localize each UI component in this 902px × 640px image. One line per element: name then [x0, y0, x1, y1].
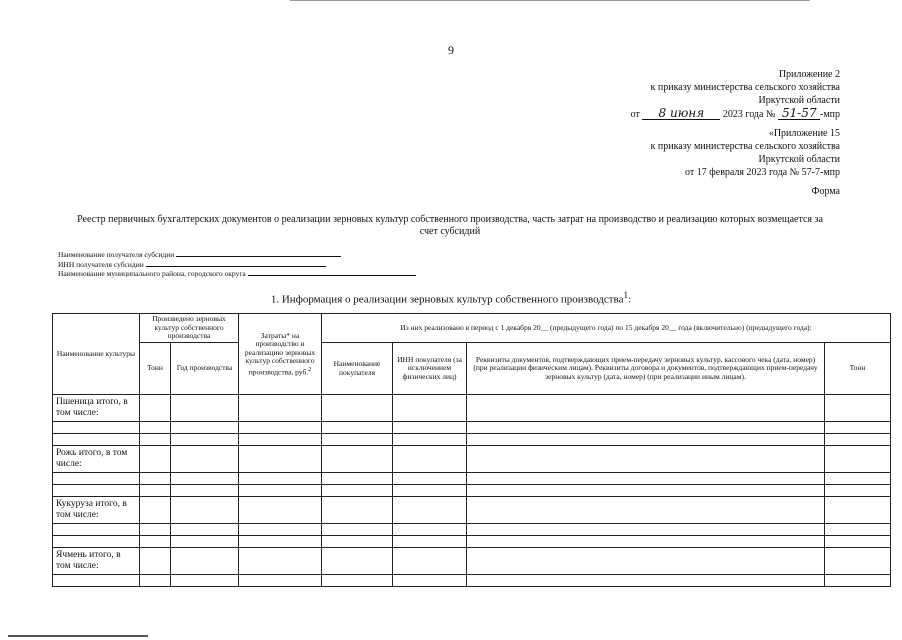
cell[interactable] [171, 446, 239, 473]
form-label: Форма [811, 186, 840, 197]
page-number: 9 [448, 43, 454, 57]
cell[interactable] [393, 548, 467, 575]
cell[interactable] [140, 446, 171, 473]
section-title [0, 290, 902, 306]
cell[interactable] [825, 575, 891, 587]
register-table [52, 313, 891, 587]
from-label: от [630, 109, 640, 120]
cell[interactable] [393, 446, 467, 473]
cell[interactable] [239, 446, 322, 473]
cell[interactable] [171, 536, 239, 548]
cell[interactable] [53, 434, 140, 446]
table-row [53, 497, 891, 524]
appendix-2-region: Иркутской области [758, 95, 840, 106]
bottom-rule [8, 635, 148, 637]
cell[interactable] [171, 497, 239, 524]
cell[interactable] [467, 395, 825, 422]
cell[interactable] [825, 548, 891, 575]
cell[interactable] [322, 422, 393, 434]
cell[interactable] [322, 497, 393, 524]
table-row [53, 395, 891, 422]
header-documents: Реквизиты документов, подтверждающих прием-передачу зерновых культур, кассового чека (дата, номер) (при реализации физическим лицам). Реквизиты договора и документов, подтверждающих прием-передачу зерновых культур (дата, номер) (при реализации иным лицам). [467, 343, 825, 395]
cell[interactable] [171, 395, 239, 422]
cell[interactable] [825, 473, 891, 485]
cell[interactable] [825, 395, 891, 422]
header-tons: Тонн [140, 343, 171, 395]
crop-label-corn: Кукуруза итого, в том числе: [53, 497, 140, 524]
cell[interactable] [140, 485, 171, 497]
header-buyer: Наименование покупателя [322, 343, 393, 395]
costs-footnote-mark: 2 [308, 365, 312, 373]
table-row [53, 473, 891, 485]
cell[interactable] [825, 422, 891, 434]
cell[interactable] [467, 548, 825, 575]
section-footnote-mark: 1 [623, 290, 629, 300]
cell[interactable] [53, 485, 140, 497]
cell[interactable] [140, 536, 171, 548]
cell[interactable] [239, 524, 322, 536]
cell[interactable] [393, 473, 467, 485]
cell[interactable] [171, 473, 239, 485]
cell[interactable] [140, 422, 171, 434]
cell[interactable] [53, 575, 140, 587]
appendix-2-date-line [631, 107, 840, 121]
table-row [53, 434, 891, 446]
appendix-15-order: к приказу министерства сельского хозяйства [650, 141, 840, 152]
cell[interactable] [239, 485, 322, 497]
appendix-15-date: от 17 февраля 2023 года № 57-7-мпр [685, 167, 840, 178]
cell[interactable] [239, 497, 322, 524]
cell[interactable] [239, 395, 322, 422]
cell[interactable] [322, 485, 393, 497]
cell[interactable] [171, 422, 239, 434]
cell[interactable] [171, 548, 239, 575]
crop-label-rye: Рожь итого, в том числе: [53, 446, 140, 473]
cell[interactable] [467, 422, 825, 434]
recipient-label: Наименование получателя субсидии [58, 250, 175, 259]
table-row [53, 524, 891, 536]
header-year: Год производства [171, 343, 239, 395]
cell[interactable] [322, 434, 393, 446]
cell[interactable] [140, 575, 171, 587]
year-label: 2023 года № [722, 109, 776, 120]
cell[interactable] [393, 395, 467, 422]
appendix-2-order: к приказу министерства сельского хозяйства [650, 82, 840, 93]
cell[interactable] [393, 485, 467, 497]
header-crop: Наименование культуры [53, 314, 140, 395]
district-label: Наименование муниципального района, городского округа [58, 269, 246, 278]
cell[interactable] [140, 395, 171, 422]
appendix-2-block [631, 68, 840, 121]
cell[interactable] [467, 575, 825, 587]
cell[interactable] [322, 524, 393, 536]
table-row [53, 548, 891, 575]
cell[interactable] [825, 497, 891, 524]
cell[interactable] [393, 575, 467, 587]
cell[interactable] [239, 422, 322, 434]
cell[interactable] [239, 548, 322, 575]
cell[interactable] [467, 446, 825, 473]
cell[interactable] [467, 536, 825, 548]
cell[interactable] [393, 497, 467, 524]
appendix-15-region: Иркутской области [758, 154, 840, 165]
number-suffix: -мпр [819, 109, 840, 120]
header-produced: Произведено зерновых культур собственного производства [140, 314, 239, 343]
crop-label-wheat: Пшеница итого, в том числе: [53, 395, 140, 422]
cell[interactable] [239, 575, 322, 587]
cell[interactable] [322, 548, 393, 575]
cell[interactable] [53, 524, 140, 536]
cell[interactable] [171, 434, 239, 446]
cell[interactable] [467, 473, 825, 485]
cell[interactable] [467, 434, 825, 446]
top-rule [290, 0, 810, 1]
crop-label-barley: Ячмень итого, в том числе: [53, 548, 140, 575]
table-row [53, 485, 891, 497]
cell[interactable] [825, 485, 891, 497]
appendix-15-title: «Приложение 15 [768, 128, 840, 139]
header-costs [239, 314, 322, 395]
cell[interactable] [140, 524, 171, 536]
recipient-fields [58, 250, 416, 279]
header-costs-text: Затраты* на производство и реализацию зерновых культур собственного производства, руб. [244, 330, 316, 376]
cell[interactable] [140, 548, 171, 575]
cell[interactable] [825, 536, 891, 548]
cell[interactable] [393, 434, 467, 446]
cell[interactable] [467, 497, 825, 524]
table-row [53, 536, 891, 548]
document-title: Реестр первичных бухгалтерских документов о реализации зерновых культур собственного производства, часть затрат на производство и реализацию которых возмещается за счет субсидий [77, 214, 823, 237]
cell[interactable] [393, 524, 467, 536]
cell[interactable] [171, 575, 239, 587]
cell[interactable] [825, 434, 891, 446]
cell[interactable] [393, 536, 467, 548]
cell[interactable] [322, 446, 393, 473]
header-sold: Из них реализовано в период с 1 декабря 20__ (предыдущего года) по 15 декабря 20__ года (включительно) (предыдущего года): [322, 314, 891, 343]
district-blank[interactable] [248, 269, 416, 276]
table-row [53, 422, 891, 434]
appendix-2-title: Приложение 2 [778, 69, 840, 80]
table-row [53, 575, 891, 587]
inn-blank[interactable] [146, 260, 326, 267]
cell[interactable] [322, 575, 393, 587]
section-colon: : [628, 293, 632, 306]
cell[interactable] [467, 485, 825, 497]
section-title-text: 1. Информация о реализации зерновых культур собственного производства [270, 293, 624, 306]
handwritten-date: 8 июня [642, 107, 720, 120]
cell[interactable] [825, 524, 891, 536]
cell[interactable] [239, 434, 322, 446]
inn-label: ИНН получателя субсидии [58, 259, 144, 269]
cell[interactable] [140, 434, 171, 446]
table-row [53, 446, 891, 473]
cell[interactable] [140, 473, 171, 485]
cell[interactable] [239, 536, 322, 548]
cell[interactable] [322, 536, 393, 548]
cell[interactable] [393, 422, 467, 434]
handwritten-number: 51-57 [778, 107, 820, 120]
header-buyer-inn: ИНН покупателя (за исключением физических лиц) [393, 343, 467, 395]
appendix-15-block [651, 127, 840, 179]
cell[interactable] [322, 395, 393, 422]
recipient-blank[interactable] [176, 250, 341, 257]
cell[interactable] [53, 422, 140, 434]
header-tons-sold: Тонн [825, 343, 891, 395]
cell[interactable] [140, 497, 171, 524]
cell[interactable] [171, 524, 239, 536]
cell[interactable] [825, 446, 891, 473]
cell[interactable] [322, 473, 393, 485]
cell[interactable] [53, 473, 140, 485]
cell[interactable] [467, 524, 825, 536]
cell[interactable] [171, 485, 239, 497]
cell[interactable] [239, 473, 322, 485]
cell[interactable] [53, 536, 140, 548]
